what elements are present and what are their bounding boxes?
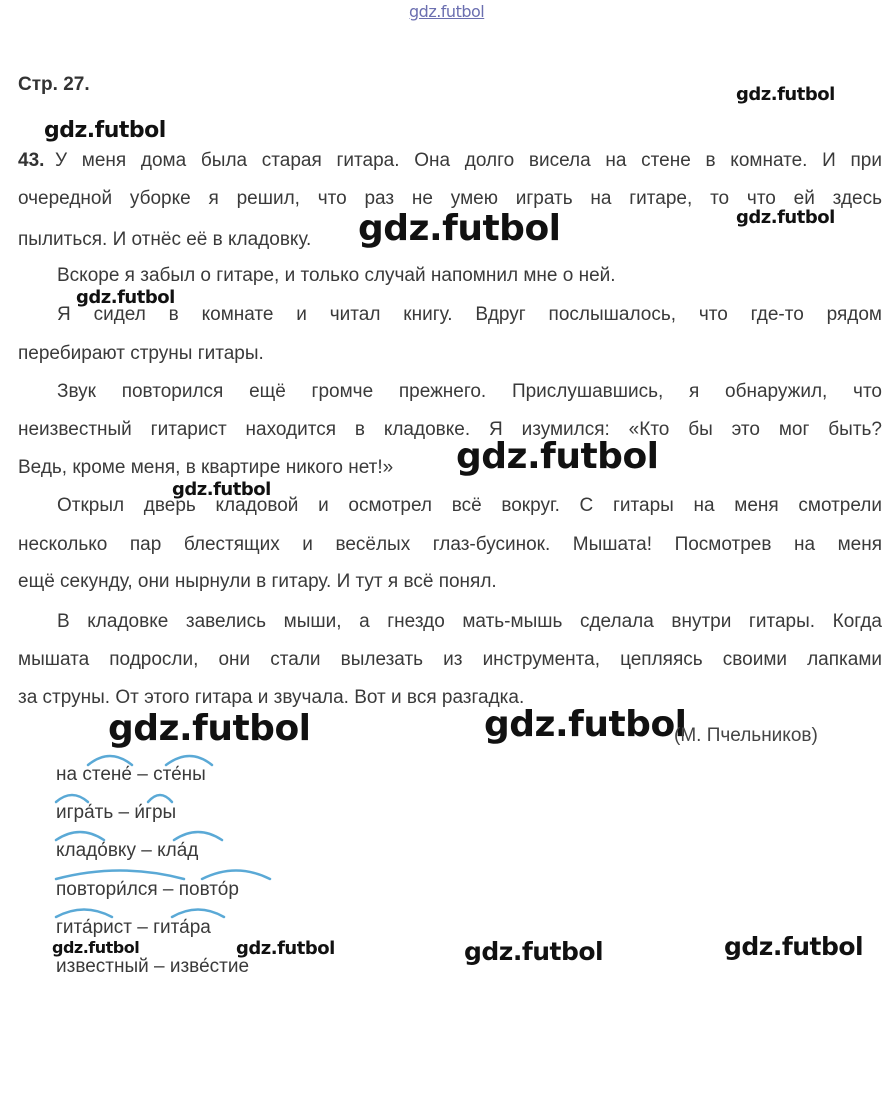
- text-line: Вскоре я забыл о гитаре, и только случай напомнил мне о ней.: [57, 265, 616, 286]
- text-line: Звук повторился ещё громче прежнего. Прислушавшись, я обнаружил, что: [57, 381, 882, 402]
- text-line: Открыл дверь кладовой и осмотрел всё вокруг. С гитары на меня смотрели: [57, 495, 882, 516]
- text-line: У меня дома была старая гитара. Она долго висела на стене в комнате. И при: [55, 150, 882, 171]
- watermark: gdz.futbol: [108, 708, 311, 749]
- watermark: gdz.futbol: [236, 938, 335, 959]
- word-pair: кладо́вку – кла́д: [56, 840, 199, 861]
- watermark: gdz.futbol: [724, 932, 864, 961]
- watermark: gdz.futbol: [76, 287, 175, 308]
- word-pair: гита́рист – гита́ра: [56, 917, 211, 938]
- watermark: gdz.futbol: [44, 118, 166, 143]
- watermark: gdz.futbol: [172, 479, 271, 500]
- root-arc: [56, 871, 184, 880]
- text-line: за струны. От этого гитара и звучала. Вот и вся разгадка.: [18, 687, 525, 708]
- text-line: Я сидел в комнате и читал книгу. Вдруг послышалось, что где-то рядом: [57, 304, 882, 325]
- text-line: ещё секунду, они нырнули в гитару. И тут я всё понял.: [18, 571, 497, 592]
- root-arc: [148, 795, 172, 802]
- text-line: Ведь, кроме меня, в квартире никого нет!»: [18, 457, 394, 478]
- watermark: gdz.futbol: [52, 938, 140, 957]
- watermark: gdz.futbol: [484, 704, 687, 745]
- root-arc: [174, 832, 222, 840]
- text-line: очередной уборке я решил, что раз не умею играть на гитаре, то что ей здесь: [18, 188, 882, 209]
- root-arc: [56, 910, 112, 918]
- watermark: gdz.futbol: [464, 937, 604, 966]
- watermark: gdz.futbol: [358, 208, 561, 249]
- watermark: gdz.futbol: [456, 436, 659, 477]
- root-arc: [56, 832, 104, 840]
- exercise-number: 43.: [18, 150, 45, 171]
- word-pair: на стене́ – сте́ны: [56, 764, 206, 785]
- root-arc: [56, 795, 88, 802]
- watermark: gdz.futbol: [736, 84, 835, 105]
- text-line: несколько пар блестящих и весёлых глаз-бусинок. Мышата! Посмотрев на меня: [18, 534, 882, 555]
- word-pair: повтори́лся – повто́р: [56, 879, 239, 900]
- root-arc: [202, 871, 270, 880]
- page-label: Стр. 27.: [18, 74, 90, 95]
- text-line: перебирают струны гитары.: [18, 343, 264, 364]
- watermark: gdz.futbol: [736, 207, 835, 228]
- author: (М. Пчельников): [674, 725, 818, 746]
- text-line: неизвестный гитарист находится в кладовке. Я изумился: «Кто бы это мог быть?: [18, 419, 882, 440]
- root-arc: [172, 910, 224, 918]
- text-line: мышата подросли, они стали вылезать из инструмента, цепляясь своими лапками: [18, 649, 882, 670]
- text-line: В кладовке завелись мыши, а гнездо мать-мышь сделала внутри гитары. Когда: [57, 611, 882, 632]
- word-pair: игра́ть – и́гры: [56, 802, 177, 823]
- watermark-top: gdz.futbol: [409, 2, 485, 21]
- text-line: пылиться. И отнёс её в кладовку.: [18, 229, 312, 250]
- word-pair: известный – изве́стие: [56, 956, 250, 977]
